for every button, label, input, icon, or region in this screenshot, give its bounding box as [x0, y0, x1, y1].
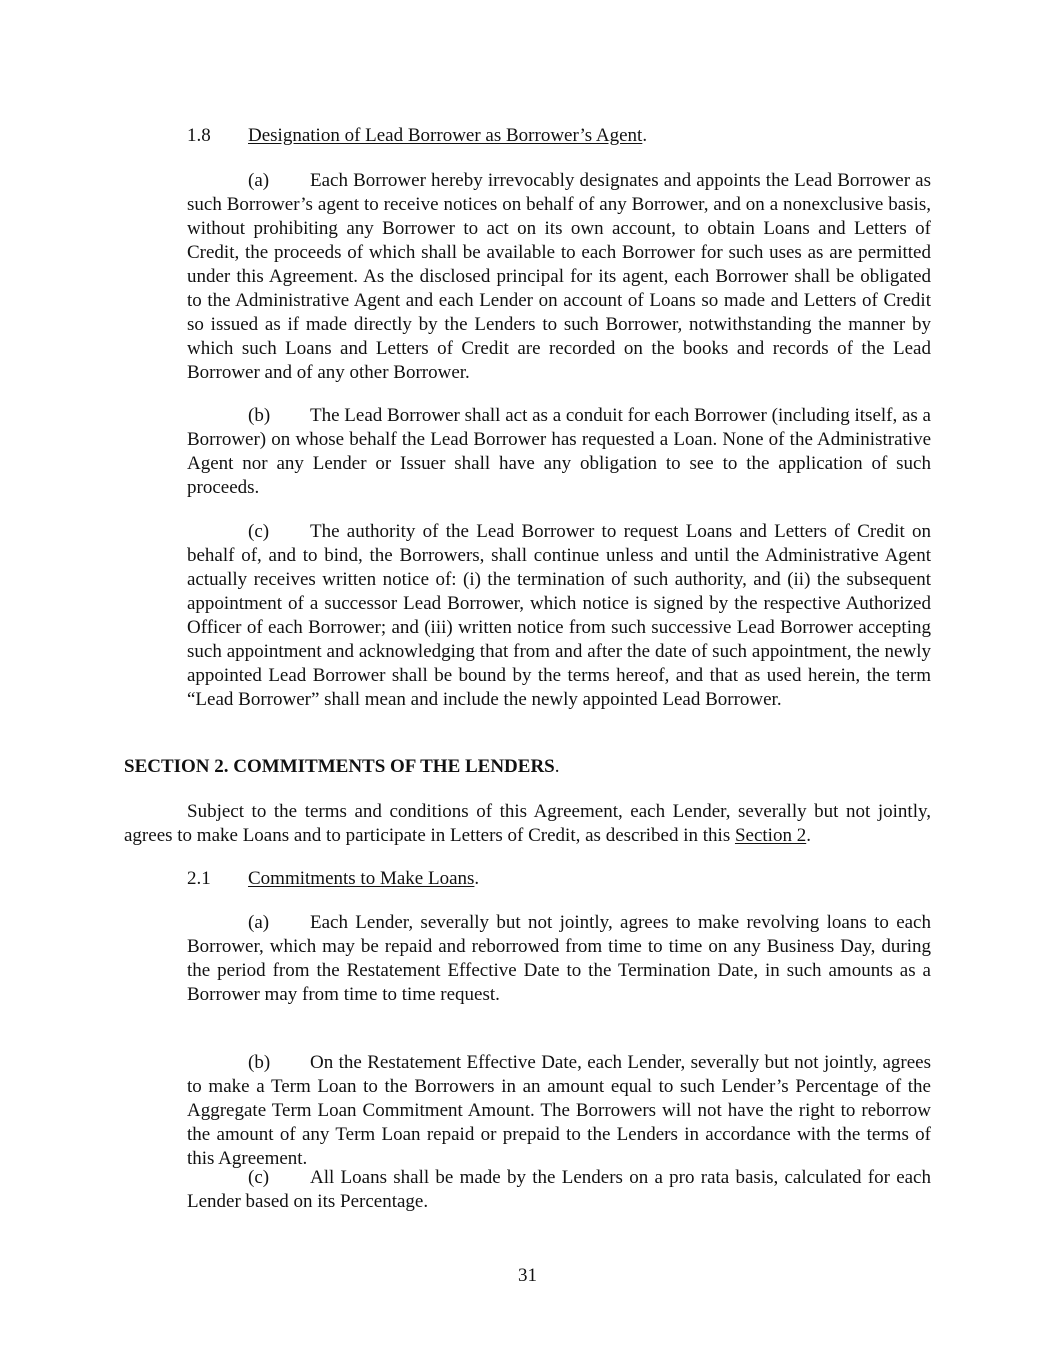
paragraph-1-8-a — [187, 169, 931, 385]
paragraph-label: (b) — [248, 405, 271, 426]
paragraph-text: The authority of the Lead Borrower to request Loans and Letters of Credit on behalf of, and to bind, the Borrowers, shall continue unless and until the Administrative Agent actually receives written notice of: (i) the termination of such authority, and (ii) the subsequent appointment of a successor Lead Borrower, which notice is signed by the respective Authorized Officer of each Borrower; and (iii) written notice from such successive Lead Borrower accepting such appointment and acknowledging that from and after the date of such appointment, the newly appointed Lead Borrower shall be bound by the terms hereof, and that as used herein, the term “Lead Borrower” shall mean and include the newly appointed Lead Borrower. — [187, 521, 931, 710]
paragraph-label: (a) — [248, 912, 270, 933]
paragraph-text: Each Borrower hereby irrevocably designates and appoints the Lead Borrower as such Borrower’s agent to receive notices on behalf of any Borrower, and on a nonexclusive basis, without prohibiting any Borrower to act on its own account, to obtain Loans and Letters of Credit, the proceeds of which shall be available to each Borrower for such uses as are permitted under this Agreement. As the disclosed principal for its agent, each Borrower shall be obligated to the Administrative Agent and each Lender on account of Loans so made and Letters of Credit so issued as if made directly by the Lenders to such Borrower, notwithstanding the manner by which such Loans and Letters of Credit are recorded on the books and records of the Lead Borrower and of any other Borrower. — [187, 170, 931, 383]
paragraph-text: All Loans shall be made by the Lenders on a pro rata basis, calculated for each Lender based on its Percentage. — [187, 1167, 931, 1212]
paragraph-2-1-b — [187, 1051, 931, 1171]
section-number: 1.8 — [187, 125, 211, 146]
paragraph-label: (b) — [248, 1052, 271, 1073]
paragraph-2-1-a — [187, 911, 931, 1007]
paragraph-text: Each Lender, severally but not jointly, agrees to make revolving loans to each Borrower, which may be repaid and reborrowed from time to time on any Business Day, during the period from the Restatement Effective Date to the Termination Date, in such amounts as a Borrower may from time to time request. — [187, 912, 931, 1005]
section-title-period: . — [642, 125, 648, 146]
section-heading-text: SECTION 2. COMMITMENTS OF THE LENDERS — [124, 756, 555, 777]
page-number: 31 — [518, 1265, 537, 1286]
paragraph-1-8-b — [187, 404, 931, 500]
section-2-heading — [124, 755, 560, 779]
paragraph-label: (c) — [248, 1167, 270, 1188]
section-heading-period: . — [554, 756, 560, 777]
section-title: Commitments to Make Loans — [248, 868, 475, 889]
paragraph-2-1-c — [187, 1166, 931, 1214]
section-cross-reference: Section 2 — [734, 825, 807, 846]
section-1-8-heading — [187, 124, 931, 148]
intro-period: . — [806, 825, 811, 846]
paragraph-1-8-c — [187, 520, 931, 712]
paragraph-text: On the Restatement Effective Date, each Lender, severally but not jointly, agrees to make a Term Loan to the Borrowers in an amount equal to such Lender’s Percentage of the Aggregate Term Loan Commitment Amount. The Borrowers will not have the right to reborrow the amount of any Term Loan repaid or prepaid to the Lenders in accordance with the terms of this Agreement. — [187, 1052, 931, 1169]
section-title-period: . — [474, 868, 480, 889]
section-2-intro — [124, 800, 931, 848]
paragraph-text: The Lead Borrower shall act as a conduit for each Borrower (including itself, as a Borrower) on whose behalf the Lead Borrower has requested a Loan. None of the Administrative Agent nor any Lender or Issuer shall have any obligation to see to the application of such proceeds. — [187, 405, 931, 498]
intro-text: Subject to the terms and conditions of this Agreement, each Lender, severally but not jointly, agrees to make Loans and to participate in Letters of Credit, as described in this — [124, 801, 931, 846]
section-number: 2.1 — [187, 868, 211, 889]
paragraph-label: (a) — [248, 170, 270, 191]
paragraph-label: (c) — [248, 521, 270, 542]
section-2-1-heading — [187, 867, 479, 891]
section-title: Designation of Lead Borrower as Borrower’s Agent — [248, 125, 643, 146]
